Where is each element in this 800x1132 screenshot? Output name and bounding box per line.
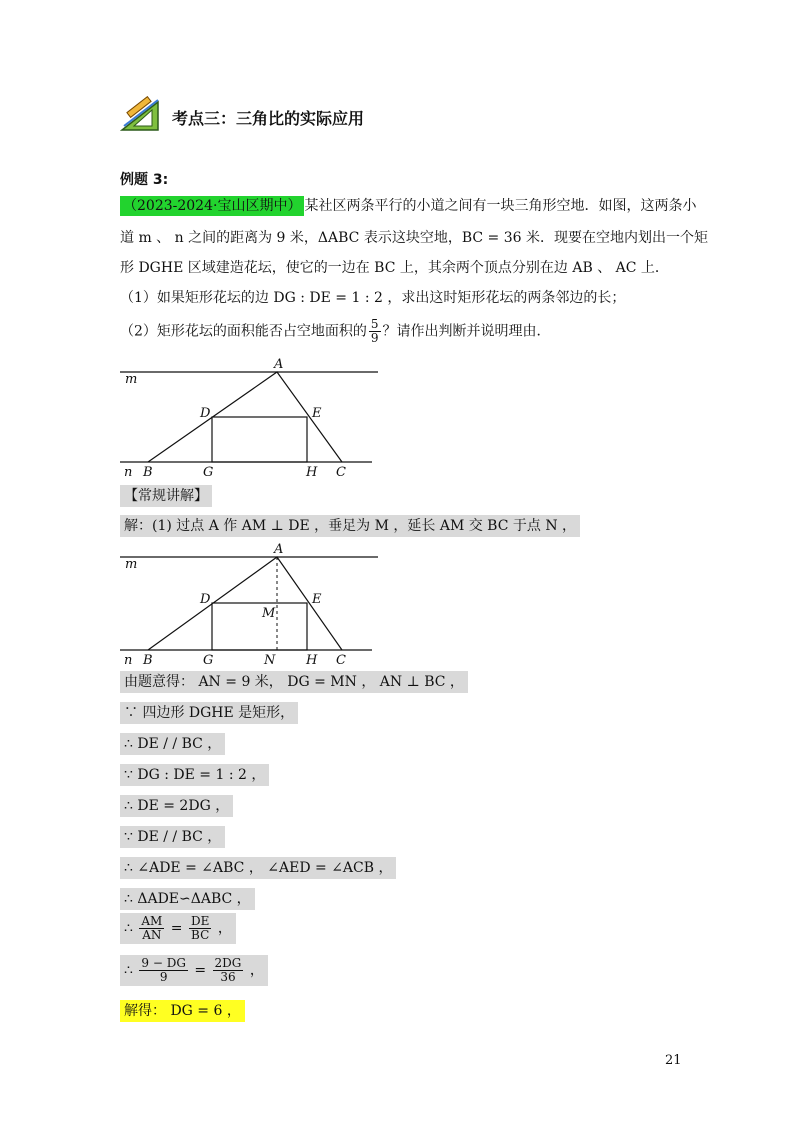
solution-result: 解得： DG = 6 ， [120,1000,245,1022]
solution-step-8: ∴ ΔADE∽ΔABC ， [120,888,255,910]
label-G: G [203,653,214,665]
solution-step-6: ∵ DE / / BC ， [120,826,225,848]
label-M: M [262,606,276,621]
solution-step-2: ∵ 四边形 DGHE 是矩形， [120,702,298,724]
solution-step-3: ∴ DE / / BC ， [120,733,225,755]
label-E: E [312,592,322,607]
question-1: （1）如果矩形花坛的边 DG : DE = 1 : 2 ，求出这时矩形花坛的两条邻边的长； [120,290,626,306]
solution-step-10: ∴ $\frac{9 - DG}{9}$ = $\frac{2DG}{36}$ ， [120,955,268,986]
label-m: m [125,372,138,387]
solution-step-0: 解：(1) 过点 A 作 AM ⊥ DE ，垂足为 M ，延长 AM 交 BC 于点 N ， [120,515,580,537]
source-tag: （2023-2024·宝山区期中） [120,196,304,216]
q2-text: （2）矩形花坛的面积能否占空地面积的 [120,323,367,340]
ruler-pencil-icon [120,96,162,132]
label-C: C [336,465,346,480]
label-E: E [312,406,322,421]
example-label: 例题 3: [120,172,169,188]
label-n: n [124,465,133,480]
fraction-5-9: $\frac{5}{9}$ [370,317,379,345]
triangle-figure-1 [120,355,380,480]
label-G: G [203,465,214,480]
problem-line-1 [120,195,696,217]
problem-line-2: 道 m 、 n 之间的距离为 9 米，ΔABC 表示这块空地，BC = 36 米．现要在空地内划出一个矩 [120,230,708,246]
solution-step-4: ∵ DG : DE = 1 : 2 ， [120,764,269,786]
label-N: N [264,653,276,665]
section-title: 考点三：三角比的实际应用 [172,109,365,128]
triangle-figure-2 [120,540,380,665]
solution-step-7: ∴ ∠ADE = ∠ABC ， ∠AED = ∠ACB ， [120,857,396,879]
solution-step-9: ∴ $\frac{AM}{AN}$ = $\frac{DE}{BC}$ ， [120,913,236,944]
label-D: D [200,406,211,421]
label-B: B [143,465,153,480]
label-C: C [336,653,346,665]
label-B: B [143,653,153,665]
label-D: D [200,592,211,607]
solution-heading: 【常规讲解】 [120,485,212,507]
label-A: A [274,357,284,372]
question-2 [120,318,551,345]
solution-step-5: ∴ DE = 2DG ， [120,795,233,817]
problem-line-3: 形 DGHE 区域建造花坛，使它的一边在 BC 上，其余两个顶点分别在边 AB 、 AC 上． [120,260,669,276]
label-A: A [274,542,284,557]
label-H: H [306,653,318,665]
q2-text-end: ？请作出判断并说明理由． [382,323,551,340]
page-number: 21 [665,1053,682,1068]
solution-step-1: 由题意得： AN = 9 米， DG = MN ， AN ⊥ BC ， [120,671,468,693]
problem-text-1: 某社区两条平行的小道之间有一块三角形空地．如图，这两条小 [304,198,697,214]
label-H: H [306,465,318,480]
label-m: m [125,557,138,572]
label-n: n [124,653,133,665]
